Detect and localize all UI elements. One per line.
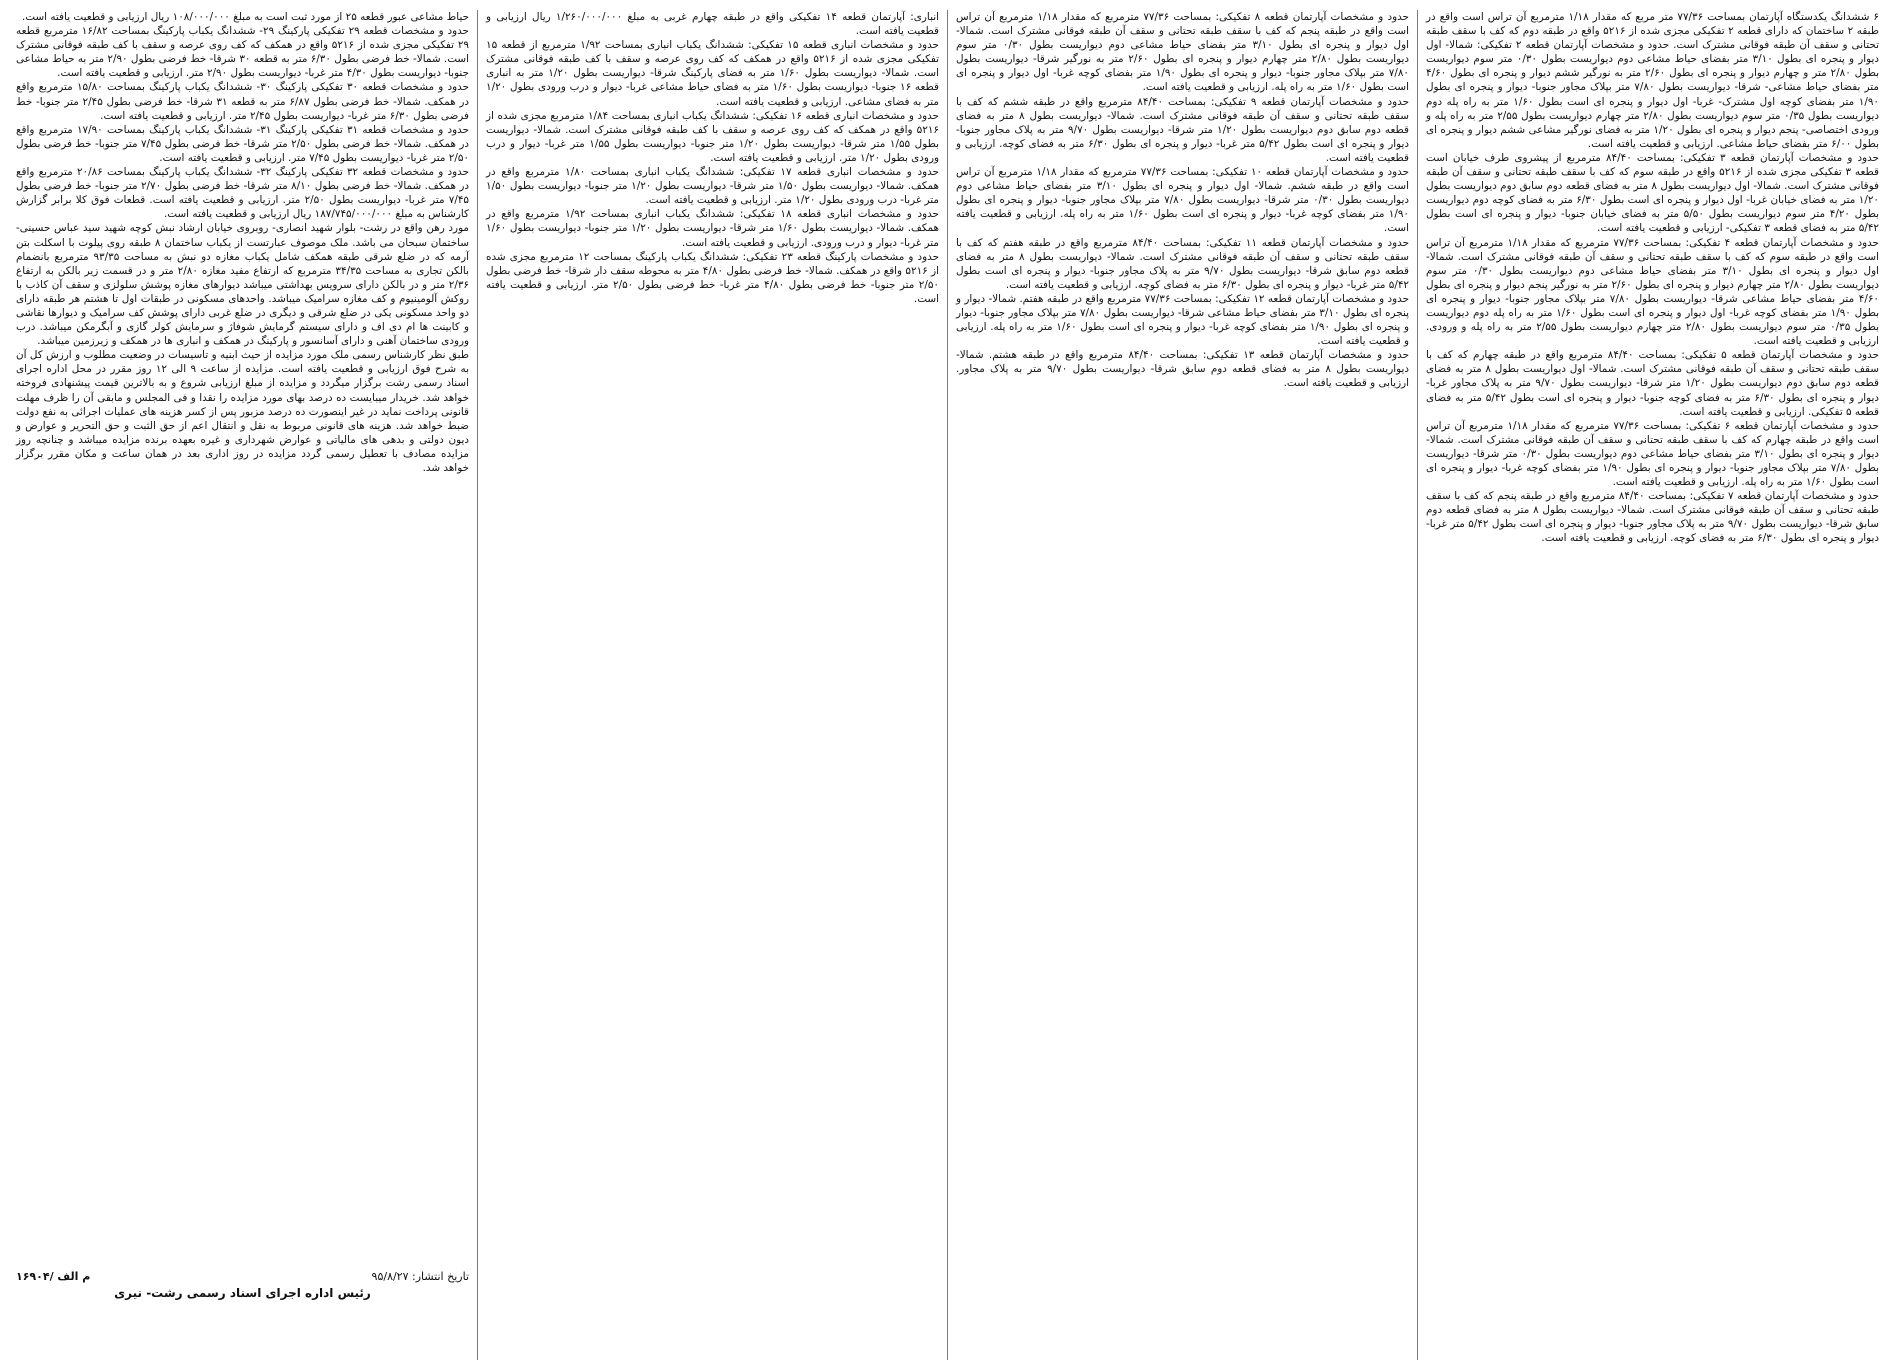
issue-date: تاریخ انتشار: ۹۵/۸/۲۷	[371, 1270, 469, 1283]
notice-column-mid-left	[477, 10, 947, 1360]
notice-columns	[8, 10, 1887, 1360]
signature-line: رئیس اداره اجرای اسناد رسمی رشت- نیری	[114, 1286, 371, 1300]
notice-footer	[16, 1269, 469, 1301]
notice-column-text: حیاط مشاعی عبور قطعه ۲۵ از مورد ثبت است به مبلغ ۱۰۸/۰۰۰/۰۰۰ ریال ارزیابی و قطعیت یافته است. حدود و مشخصات قطعه ۲۹ تفکیکی پارکینگ ۲۹- ششدانگ یکباب پارکینگ بمساحت ۱۶/۸۲ مترمربع قطعه ۲۹ تفکیکی مجزی شده از ۵۲۱۶ واقع در همکف که کف روی عرصه و سقف با کف طبقه فوقانی مشترک است. شمالا- خط فرضی بطول ۶/۳۰ متر به قطعه ۳۰ شرقا- خط فرضی بطول ۲/۹۰ متر به حیاط مشاعی جنوبا- دیواریست بطول ۴/۳۰ متر غربا- دیواریست بطول ۲/۹۰ متر. ارزیابی و قطعیت یافته است. حدود و مشخصات قطعه ۳۰ تفکیکی پارکینگ ۳۰- ششدانگ یکباب پارکینگ بمساحت ۱۵/۸۰ مترمربع واقع در همکف. شمالا- خط فرضی بطول ۶/۸۷ متر به قطعه ۳۱ شرقا- خط فرضی بطول ۲/۴۵ متر جنوبا- خط فرضی بطول ۶/۳۰ متر غربا- دیواریست بطول ۲/۴۵ متر. ارزیابی و قطعیت یافته است. حدود و مشخصات قطعه ۳۱ تفکیکی پارکینگ ۳۱- ششدانگ یکباب پارکینگ بمساحت ۱۷/۹۰ مترمربع واقع در همکف. شمالا- خط فرضی بطول ۲/۵۰ متر شرقا- خط فرضی بطول ۷/۴۵ متر جنوبا- خط فرضی بطول ۲/۵۰ متر غربا- دیواریست بطول ۷/۴۵ متر. ارزیابی و قطعیت یافته است. حدود و مشخصات قطعه ۳۲ تفکیکی پارکینگ ۳۲- ششدانگ یکباب پارکینگ بمساحت ۲۰/۸۶ مترمربع واقع در همکف. شمالا- خط فرضی بطول ۸/۱۰ متر شرقا- خط فرضی بطول ۲/۷۰ متر جنوبا- خط فرضی بطول ۷/۴۵ متر غربا- دیواریست بطول ۲/۵۰ متر. ارزیابی و قطعیت یافته است. قطعات فوق کلا برابر گزارش کارشناس به مبلغ ۱۸۷/۷۴۵/۰۰۰/۰۰۰ ریال ارزیابی و قطعیت یافته است. مورد رهن واقع در رشت- بلوار شهید انصاری- روبروی خیابان ارشاد نبش کوچه شهید سید عباس حسینی- ساختمان سبحان می باشد. ملک موصوف عبارتست از یکباب ساختمان ۸ طبقه روی پیلوت با اسکلت بتن آرمه که در ضلع شرقی طبقه همکف شامل یکباب مغازه دو نبش به مساحت ۹۳/۳۵ مترمربع بانضمام بالکن تجاری به مساحت ۳۴/۳۵ مترمربع که ارتفاع مفید مغازه ۲/۸۰ متر و در قسمت زیر بالکن به ارتفاع ۲/۳۶ متر و در بالکن دارای سرویس بهداشتی میباشد دیوارهای مغازه پوشش سلولزی و سقف آن کاذب با روکش آلومینیوم و کف مغازه سرامیک میباشد. واحدهای مسکونی در طبقات اول تا هشتم هر طبقه دارای دو واحد مسکونی یکی در ضلع شرقی و دیگری در ضلع غربی دارای پوشش کف سرامیک و دیوارها نقاشی و کابینت ها ام دی اف و دارای سیستم گرمایش شوفاژ و سرمایش کولر گازی و آبگرمکن میباشد. درب ورودی ساختمان آهنی و دارای آسانسور و پارکینگ در همکف و انباری ها در همکف و زیرزمین میباشد. طبق نظر کارشناس رسمی ملک مورد مزایده از حیث ابنیه و تاسیسات در وضعیت مطلوب و ارزش کل آن به شرح فوق ارزیابی و قطعیت یافته است. مزایده از ساعت ۹ الی ۱۲ روز مقرر در محل اداره اجرای اسناد رسمی رشت برگزار میگردد و مزایده از مبلغ ارزیابی شروع و به بالاترین قیمت پیشنهادی فروخته خواهد شد. خریدار میبایست ده درصد بهای مورد مزایده را نقدا و فی المجلس و مابقی آن را ظرف مهلت قانونی پرداخت نماید در غیر اینصورت ده درصد مزبور پس از کسر هزینه های عملیات اجرائی به نفع دولت ضبط خواهد شد. هزینه های قانونی مربوط به نقل و انتقال اعم از حق الثبت و حق التحریر و عوارض و دیون دولتی و بدهی های مالیاتی و عوارض شهرداری و غیره بعهده برنده مزایده میباشد و چنانچه روز مزایده مصادف با تعطیل رسمی گردد مزایده در روز اداری بعد در همان ساعت و مکان مقرر برگزار خواهد شد.	[16, 11, 470, 474]
notice-column-text: ۶ ششدانگ یکدستگاه آپارتمان بمساحت ۷۷/۳۶ متر مربع که مقدار ۱/۱۸ مترمربع آن تراس است واقع در طبقه ۲ ساختمان که دارای قطعه ۲ تفکیکی مجزی شده از ۵۲۱۶ واقع در طبقه دوم که کف با سقف طبقه تحتانی و سقف آن طبقه فوقانی مشترک است. حدود و مشخصات آپارتمان قطعه ۲ تفکیکی: شمالا- اول دیوار و پنجره ای بطول ۳/۱۰ متر بفضای حیاط مشاعی دوم دیواریست بطول ۰/۳۰ متر سوم دیواریست بطول ۲/۸۰ متر و چهارم دیوار و پنجره ای بطول ۲/۶۰ متر به نورگیر ششم دیوار و پنجره ای بطول ۴/۶۰ متر بفضای حیاط مشاعی- شرقا- دیواریست بطول ۷/۸۰ متر بپلاک مجاور جنوبا- دیوار و پنجره ای بطول ۱/۹۰ متر بفضای کوچه اول مشترک- غربا- اول دیوار و پنجره ای است بطول ۱/۶۰ متر به راه پله دوم دیواریست بطول ۰/۳۵ متر سوم دیواریست بطول ۲/۸۰ متر چهارم دیواریست بطول ۲/۵۵ متر به راه پله و ورودی اختصاصی- پنجم دیوار و پنجره ای بطول ۱/۲۰ متر به فضای نورگیر مشاعی ششم دیوار و پنجره ای بطول ۶/۰۰ متر بفضای حیاط مشاعی. ارزیابی و قطعیت یافته است. حدود و مشخصات آپارتمان قطعه ۳ تفکیکی: بمساحت ۸۴/۴۰ مترمربع از پیشروی طرف خیابان است قطعه ۳ تفکیکی مجزی شده از ۵۲۱۶ واقع در طبقه سوم که کف با سقف طبقه تحتانی و سقف آن طبقه فوقانی مشترک است. شمالا- اول دیواریست بطول ۸ متر به فضای قطعه دوم سابق دوم دیواریست بطول ۱/۲۰ متر به فضای خیابان غربا- اول دیوار و پنجره ای است بطول ۶/۳۰ متر به فضای کوچه دوم دیواریست بطول ۴/۲۰ متر سوم دیواریست بطول ۵/۵۰ متر به فضای خیابان جنوبا- دیوار و پنجره ای است بطول ۵/۴۲ متر به فضای قطعه ۳ تفکیکی- ارزیابی و قطعیت یافته است. حدود و مشخصات آپارتمان قطعه ۴ تفکیکی: بمساحت ۷۷/۳۶ مترمربع که مقدار ۱/۱۸ مترمربع آن تراس است واقع در طبقه سوم که کف با سقف طبقه تحتانی و سقف آن طبقه فوقانی مشترک است. شمالا- اول دیوار و پنجره ای بطول ۳/۱۰ متر بفضای حیاط مشاعی دوم دیواریست بطول ۰/۳۰ متر سوم دیواریست بطول ۲/۸۰ متر چهارم دیوار و پنجره ای بطول ۲/۶۰ متر به نورگیر پنجم دیوار و پنجره ای بطول ۴/۶۰ متر بفضای حیاط مشاعی شرقا- دیواریست بطول ۷/۸۰ متر بپلاک مجاور جنوبا- دیوار و پنجره ای بطول ۱/۹۰ متر بفضای کوچه غربا- اول دیوار و پنجره ای است بطول ۱/۶۰ متر به راه پله دوم دیواریست بطول ۰/۳۵ متر سوم دیواریست بطول ۲/۸۰ متر چهارم دیواریست بطول ۲/۵۵ متر به راه پله و ورودی. ارزیابی و قطعیت یافته است. حدود و مشخصات آپارتمان قطعه ۵ تفکیکی: بمساحت ۸۴/۴۰ مترمربع واقع در طبقه چهارم که کف با سقف طبقه تحتانی و سقف آن طبقه فوقانی مشترک است. شمالا- اول دیواریست بطول ۸ متر به فضای قطعه دوم سابق دوم دیواریست بطول ۱/۲۰ متر شرقا- دیواریست بطول ۹/۷۰ متر به پلاک مجاور غربا- دیوار و پنجره ای بطول ۶/۳۰ متر به فضای کوچه جنوبا- دیوار و پنجره ای است بطول ۵/۴۲ متر به فضای قطعه ۵ تفکیکی. ارزیابی و قطعیت یافته است. حدود و مشخصات آپارتمان قطعه ۶ تفکیکی: بمساحت ۷۷/۳۶ مترمربع که مقدار ۱/۱۸ مترمربع آن تراس است واقع در طبقه چهارم که کف با سقف طبقه تحتانی و سقف آن طبقه فوقانی مشترک است. شمالا- دیوار و پنجره ای بطول ۳/۱۰ متر بفضای حیاط مشاعی دوم دیواریست بطول ۰/۳۰ متر شرقا- دیواریست بطول ۷/۸۰ متر بپلاک مجاور جنوبا- دیوار و پنجره ای بطول ۱/۹۰ متر بفضای کوچه غربا- دیوار و پنجره ای است بطول ۱/۶۰ متر به راه پله. ارزیابی و قطعیت یافته است. حدود و مشخصات آپارتمان قطعه ۷ تفکیکی: بمساحت ۸۴/۴۰ مترمربع واقع در طبقه پنجم که کف با سقف طبقه تحتانی و سقف آن طبقه فوقانی مشترک است. شمالا- دیواریست بطول ۸ متر به فضای قطعه دوم سابق شرقا- دیواریست بطول ۹/۷۰ متر به پلاک مجاور جنوبا- دیوار و پنجره ای است بطول ۵/۴۲ متر غربا- دیوار و پنجره ای بطول ۶/۳۰ متر به فضای کوچه. ارزیابی و قطعیت یافته است.	[1426, 11, 1880, 545]
notice-footer-row	[16, 1269, 469, 1284]
notice-column-right	[1417, 10, 1887, 1360]
notice-column-text: حدود و مشخصات آپارتمان قطعه ۸ تفکیکی: بمساحت ۷۷/۳۶ مترمربع که مقدار ۱/۱۸ مترمربع آن تراس است واقع در طبقه پنجم که کف با سقف طبقه تحتانی و سقف آن طبقه فوقانی مشترک است. شمالا- اول دیوار و پنجره ای بطول ۳/۱۰ متر بفضای حیاط مشاعی دوم دیواریست بطول ۰/۳۰ متر سوم دیواریست بطول ۲/۸۰ متر چهارم دیوار و پنجره ای بطول ۲/۶۰ متر به نورگیر شرقا- دیواریست بطول ۷/۸۰ متر بپلاک مجاور جنوبا- دیوار و پنجره ای بطول ۱/۹۰ متر بفضای کوچه غربا- اول دیوار و پنجره ای است بطول ۱/۶۰ متر به راه پله. ارزیابی و قطعیت یافته است. حدود و مشخصات آپارتمان قطعه ۹ تفکیکی: بمساحت ۸۴/۴۰ مترمربع واقع در طبقه ششم که کف با سقف طبقه تحتانی و سقف آن طبقه فوقانی مشترک است. شمالا- دیواریست بطول ۸ متر به فضای قطعه دوم سابق دوم دیواریست بطول ۱/۲۰ متر شرقا- دیواریست بطول ۹/۷۰ متر به پلاک مجاور جنوبا- دیوار و پنجره ای است بطول ۵/۴۲ متر غربا- دیوار و پنجره ای بطول ۶/۳۰ متر به فضای کوچه. ارزیابی و قطعیت یافته است. حدود و مشخصات آپارتمان قطعه ۱۰ تفکیکی: بمساحت ۷۷/۳۶ مترمربع که مقدار ۱/۱۸ مترمربع آن تراس است واقع در طبقه ششم. شمالا- اول دیوار و پنجره ای بطول ۳/۱۰ متر بفضای حیاط مشاعی دوم دیواریست بطول ۰/۳۰ متر شرقا- دیواریست بطول ۷/۸۰ متر بپلاک مجاور جنوبا- دیوار و پنجره ای بطول ۱/۹۰ متر بفضای کوچه غربا- دیوار و پنجره ای است بطول ۱/۶۰ متر به راه پله. ارزیابی و قطعیت یافته است. حدود و مشخصات آپارتمان قطعه ۱۱ تفکیکی: بمساحت ۸۴/۴۰ مترمربع واقع در طبقه هفتم که کف با سقف طبقه تحتانی و سقف آن طبقه فوقانی مشترک است. شمالا- دیواریست بطول ۸ متر به فضای قطعه دوم سابق شرقا- دیواریست بطول ۹/۷۰ متر به پلاک مجاور جنوبا- دیوار و پنجره ای است بطول ۵/۴۲ متر غربا- دیوار و پنجره ای بطول ۶/۳۰ متر به فضای کوچه. ارزیابی و قطعیت یافته است. حدود و مشخصات آپارتمان قطعه ۱۲ تفکیکی: بمساحت ۷۷/۳۶ مترمربع واقع در طبقه هفتم. شمالا- دیوار و پنجره ای بطول ۳/۱۰ متر بفضای حیاط مشاعی شرقا- دیواریست بطول ۷/۸۰ متر بپلاک مجاور جنوبا- دیوار و پنجره ای بطول ۱/۹۰ متر بفضای کوچه غربا- دیوار و پنجره ای است بطول ۱/۶۰ متر به راه پله. ارزیابی و قطعیت یافته است. حدود و مشخصات آپارتمان قطعه ۱۳ تفکیکی: بمساحت ۸۴/۴۰ مترمربع واقع در طبقه هشتم. شمالا- دیواریست بطول ۸ متر به فضای قطعه دوم سابق شرقا- دیواریست بطول ۹/۷۰ متر به پلاک مجاور. ارزیابی و قطعیت یافته است.	[956, 11, 1410, 390]
notice-code: ۱۶۹۰۴/ م الف	[16, 1270, 91, 1283]
notice-column-text: انباری: آپارتمان قطعه ۱۴ تفکیکی واقع در طبقه چهارم غربی به مبلغ ۱/۲۶۰/۰۰۰/۰۰۰ ریال ارزیابی و قطعیت یافته است. حدود و مشخصات انباری قطعه ۱۵ تفکیکی: ششدانگ یکباب انباری بمساحت ۱/۹۲ مترمربع از قطعه ۱۵ تفکیکی مجزی شده از ۵۲۱۶ واقع در همکف که کف روی عرصه و سقف با کف طبقه فوقانی مشترک است. شمالا- دیواریست بطول ۱/۶۰ متر به فضای پارکینگ شرقا- دیواریست بطول ۱/۲۰ متر به انباری قطعه ۱۶ جنوبا- دیواریست بطول ۱/۶۰ متر به فضای حیاط مشاعی غربا- دیوار و درب ورودی بطول ۱/۲۰ متر به فضای مشاعی. ارزیابی و قطعیت یافته است. حدود و مشخصات انباری قطعه ۱۶ تفکیکی: ششدانگ یکباب انباری بمساحت ۱/۸۴ مترمربع مجزی شده از ۵۲۱۶ واقع در همکف که کف روی عرصه و سقف با کف طبقه فوقانی مشترک است. شمالا- دیواریست بطول ۱/۵۵ متر شرقا- دیواریست بطول ۱/۲۰ متر جنوبا- دیواریست بطول ۱/۵۵ متر غربا- دیوار و درب ورودی بطول ۱/۲۰ متر. ارزیابی و قطعیت یافته است. حدود و مشخصات انباری قطعه ۱۷ تفکیکی: ششدانگ یکباب انباری بمساحت ۱/۸۰ مترمربع واقع در همکف. شمالا- دیواریست بطول ۱/۵۰ متر شرقا- دیواریست بطول ۱/۲۰ متر جنوبا- دیواریست بطول ۱/۵۰ متر غربا- درب ورودی بطول ۱/۲۰ متر. ارزیابی و قطعیت یافته است. حدود و مشخصات انباری قطعه ۱۸ تفکیکی: ششدانگ یکباب انباری بمساحت ۱/۹۲ مترمربع واقع در همکف. شمالا- دیواریست بطول ۱/۶۰ متر شرقا- دیواریست بطول ۱/۲۰ متر جنوبا- دیواریست بطول ۱/۶۰ متر غربا- دیوار و درب ورودی. ارزیابی و قطعیت یافته است. حدود و مشخصات پارکینگ قطعه ۲۳ تفکیکی: ششدانگ یکباب پارکینگ بمساحت ۱۲ مترمربع مجزی شده از ۵۲۱۶ واقع در همکف. شمالا- خط فرضی بطول ۴/۸۰ متر به محوطه سقف دار شرقا- خط فرضی بطول ۲/۵۰ متر جنوبا- خط فرضی بطول ۴/۸۰ متر غربا- خط فرضی بطول ۲/۵۰ متر. ارزیابی و قطعیت یافته است.	[486, 11, 940, 305]
notice-column-mid-right	[947, 10, 1417, 1360]
notice-column-left	[8, 10, 477, 1360]
